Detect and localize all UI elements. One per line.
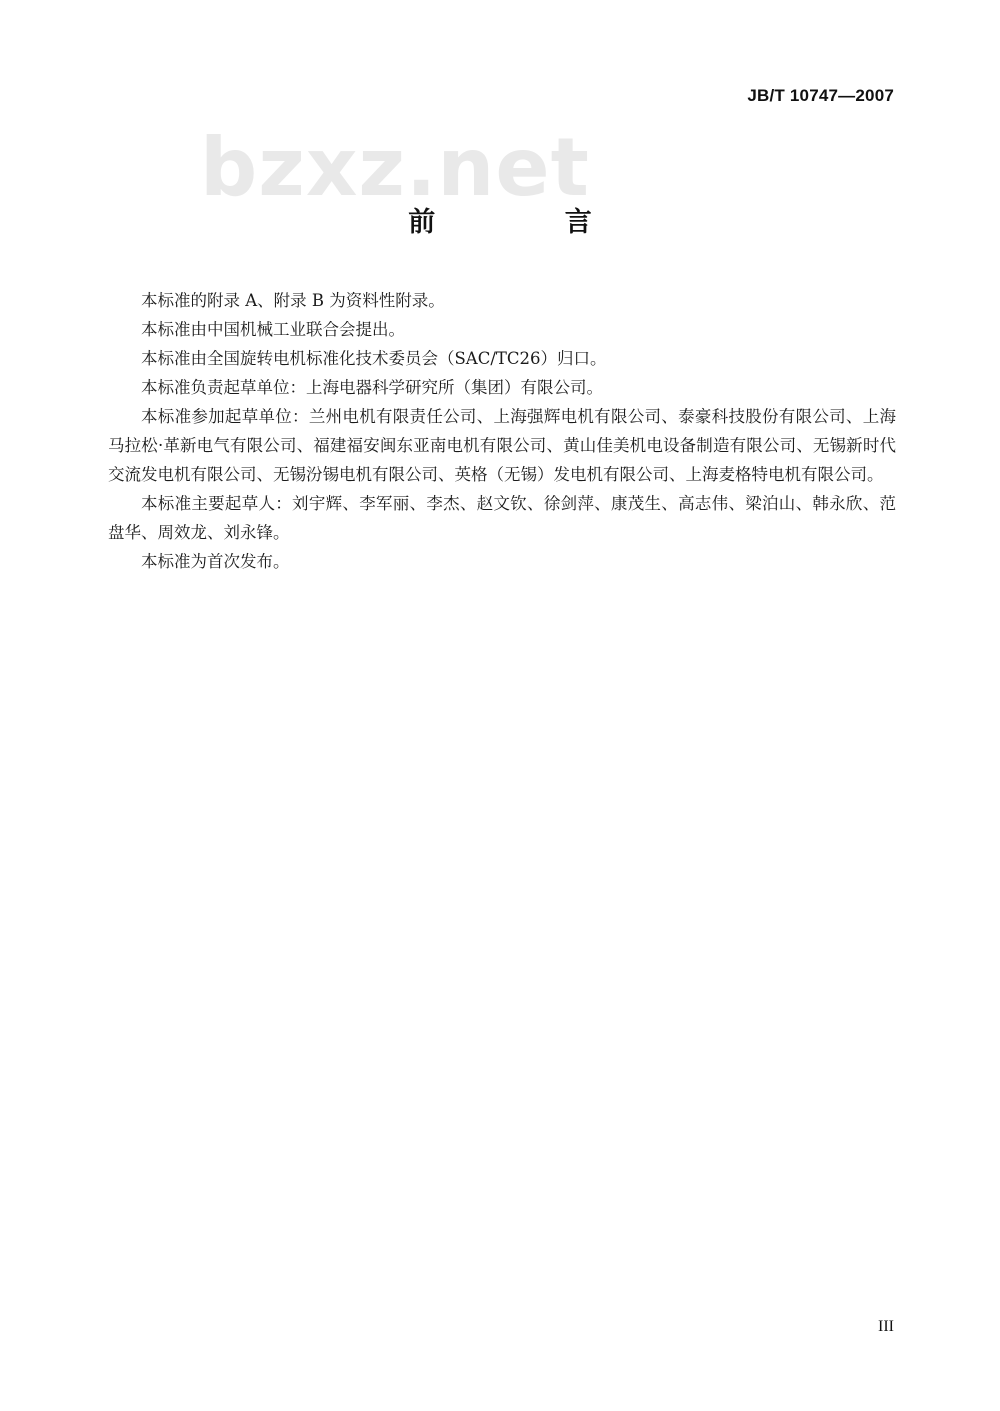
watermark-logo: bzxz.net	[200, 121, 590, 214]
foreword-body	[108, 286, 896, 576]
paragraph-participating-drafters: 本标准参加起草单位：兰州电机有限责任公司、上海强辉电机有限公司、泰豪科技股份有限公司、上海马拉松·革新电气有限公司、福建福安闽东亚南电机有限公司、黄山佳美机电设备制造有限公司、无锡新时代交流发电机有限公司、无锡汾锡电机有限公司、英格（无锡）发电机有限公司、上海麦格特电机有限公司。	[108, 407, 896, 484]
paragraph-lead-drafter: 本标准负责起草单位：上海电器科学研究所（集团）有限公司。	[141, 378, 603, 397]
page-number: III	[878, 1318, 894, 1335]
paragraph-appendix: 本标准的附录 A、附录 B 为资料性附录。	[141, 291, 445, 310]
paragraph-proposer: 本标准由中国机械工业联合会提出。	[141, 320, 405, 339]
page-title: 前 言	[408, 207, 652, 238]
paragraph-committee: 本标准由全国旋转电机标准化技术委员会（SAC/TC26）归口。	[141, 349, 607, 368]
paragraph-first-release: 本标准为首次发布。	[141, 552, 290, 571]
paragraph-main-drafters: 本标准主要起草人：刘宇辉、李军丽、李杰、赵文钦、徐剑萍、康茂生、高志伟、梁泊山、韩永欣、范盘华、周效龙、刘永锋。	[108, 494, 896, 542]
standard-code: JB/T 10747—2007	[747, 86, 894, 105]
